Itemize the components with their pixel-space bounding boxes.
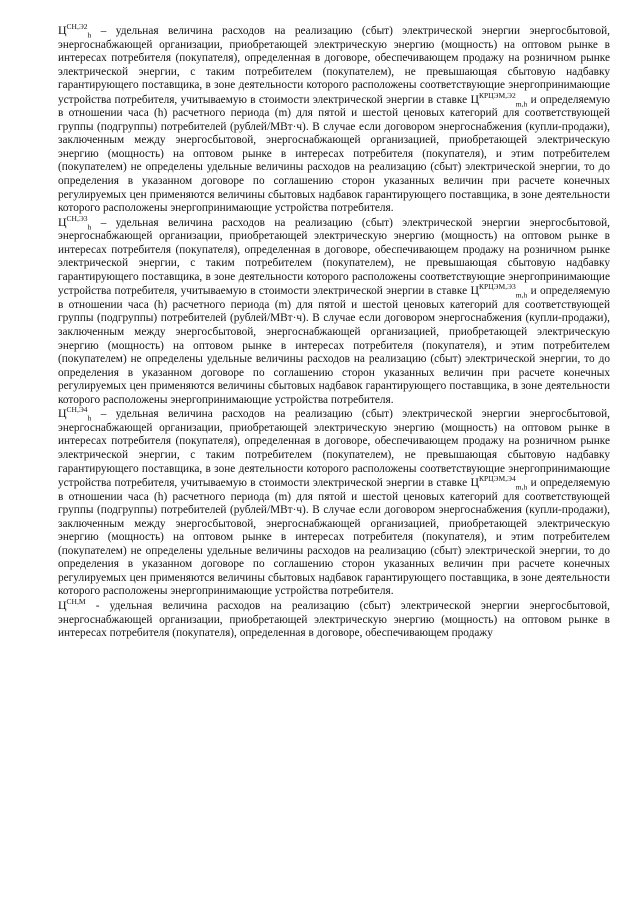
definition-paragraph-e4 <box>58 407 610 599</box>
formula-symbol: $Ц^{СН,Э3}_h$ <box>58 213 92 231</box>
formula-symbol-inline: $Ц^{КРЦЭМ,Э4}_{m,h}$ <box>470 474 528 492</box>
paragraph-text: – удельная величина расходов на реализацию (сбыт) электрической энергии энергосбытовой, энергоснабжающей организации, приобретающей электрическую энергию (мощность) на оптовом рынке в интересах потребителя (покупателя), определенная в договоре, обеспечивающем продажу на розничном рынке электрической энергии, с таким потребителем (покупателем), не превышающая сбытовую надбавку гарантирующего поставщика, в зоне деятельности которого расположены соответствующие энергопринимающие устройства потребителя, учитываемую в стоимости электрической энергии в ставке <box>58 25 610 106</box>
paragraph-text: и определяемую в отношении часа (h) расчетного периода (m) для пятой и шестой ценовых категорий для соответствующей группы (подгруппы) потребителей (рублей/МВт·ч). В случае если договором энергоснабжения (купли-продажи), заключенным между энергосбытовой, энергоснабжающей организацией, приобретающей электрическую энергию (мощность) на оптовом рынке в интересах потребителя (покупателя), и этим потребителем (покупателем) не определены удельные величины расходов на реализацию (сбыт) электрической энергии, то до определения в указанном договоре по соглашению сторон указанных величин при расчете конечных регулируемых цен применяются величины сбытовых надбавок гарантирующего поставщика, в зоне деятельности которого расположены энергопринимающие устройства потребителя. <box>58 477 611 598</box>
definition-paragraph-m <box>58 599 610 641</box>
document-page <box>58 24 610 641</box>
formula-symbol-inline: $Ц^{КРЦЭМ,Э2}_{m,h}$ <box>470 90 528 108</box>
paragraph-text: и определяемую в отношении часа (h) расчетного периода (m) для пятой и шестой ценовых категорий для соответствующей группы (подгруппы) потребителей (рублей/МВт·ч). В случае если договором энергоснабжения (купли-продажи), заключенным между энергосбытовой, энергоснабжающей организацией, приобретающей электрическую энергию (мощность) на оптовом рынке в интересах потребителя (покупателя), и этим потребителем (покупателем) не определены удельные величины расходов на реализацию (сбыт) электрической энергии, то до определения в указанном договоре по соглашению сторон указанных величин при расчете конечных регулируемых цен применяются величины сбытовых надбавок гарантирующего поставщика, в зоне деятельности которого расположены энергопринимающие устройства потребителя. <box>58 93 611 215</box>
definition-paragraph-e3 <box>58 213 611 408</box>
paragraph-text: – удельная величина расходов на реализацию (сбыт) электрической энергии энергосбытовой, энергоснабжающей организации, приобретающей электрическую энергию (мощность) на оптовом рынке в интересах потребителя (покупателя), определенная в договоре, обеспечивающем продажу на розничном рынке электрической энергии, с таким потребителем (покупателем), не превышающая сбытовую надбавку гарантирующего поставщика, в зоне деятельности которого расположены соответствующие энергопринимающие устройства потребителя, учитываемую в стоимости электрической энергии в ставке <box>58 408 610 490</box>
paragraph-text: и определяемую в отношении часа (h) расчетного периода (m) для пятой и шестой ценовых категорий для соответствующей группы (подгруппы) потребителей (рублей/МВт·ч). В случае если договором энергоснабжения (купли-продажи), заключенным между энергосбытовой, энергоснабжающей организацией, приобретающей электрическую энергию (мощность) на оптовом рынке в интересах потребителя (покупателя), и этим потребителем (покупателем) не определены удельные величины расходов на реализацию (сбыт) электрической энергии, то до определения в указанном договоре по соглашению сторон указанных величин при расчете конечных регулируемых цен применяются величины сбытовых надбавок гарантирующего поставщика, в зоне деятельности которого расположены энергопринимающие устройства потребителя. <box>58 285 611 406</box>
paragraph-text: – удельная величина расходов на реализацию (сбыт) электрической энергии энергосбытовой, энергоснабжающей организации, приобретающей электрическую энергию (мощность) на оптовом рынке в интересах потребителя (покупателя), определенная в договоре, обеспечивающем продажу на розничном рынке электрической энергии, с таким потребителем (покупателем), не превышающая сбытовую надбавку гарантирующего поставщика, в зоне деятельности которого расположены соответствующие энергопринимающие устройства потребителя, учитываемую в стоимости электрической энергии в ставке <box>58 216 610 298</box>
formula-symbol: $Ц^{СН,Э4}_h$ <box>58 405 92 423</box>
definition-paragraph-e2 <box>58 24 610 216</box>
formula-symbol: $Ц^{СН,Э2}_h$ <box>58 22 92 40</box>
paragraph-text: - удельная величина расходов на реализацию (сбыт) электрической энергии энергосбытовой, энергоснабжающей организации, приобретающей электрическую энергию (мощность) на оптовом рынке в интересах потребителя (покупателя), определенная в договоре, обеспечивающем продажу <box>58 599 610 640</box>
formula-symbol: $Ц^{СН,М}$ <box>58 597 86 612</box>
formula-symbol-inline: $Ц^{КРЦЭМ,Э3}_{m,h}$ <box>470 282 528 300</box>
